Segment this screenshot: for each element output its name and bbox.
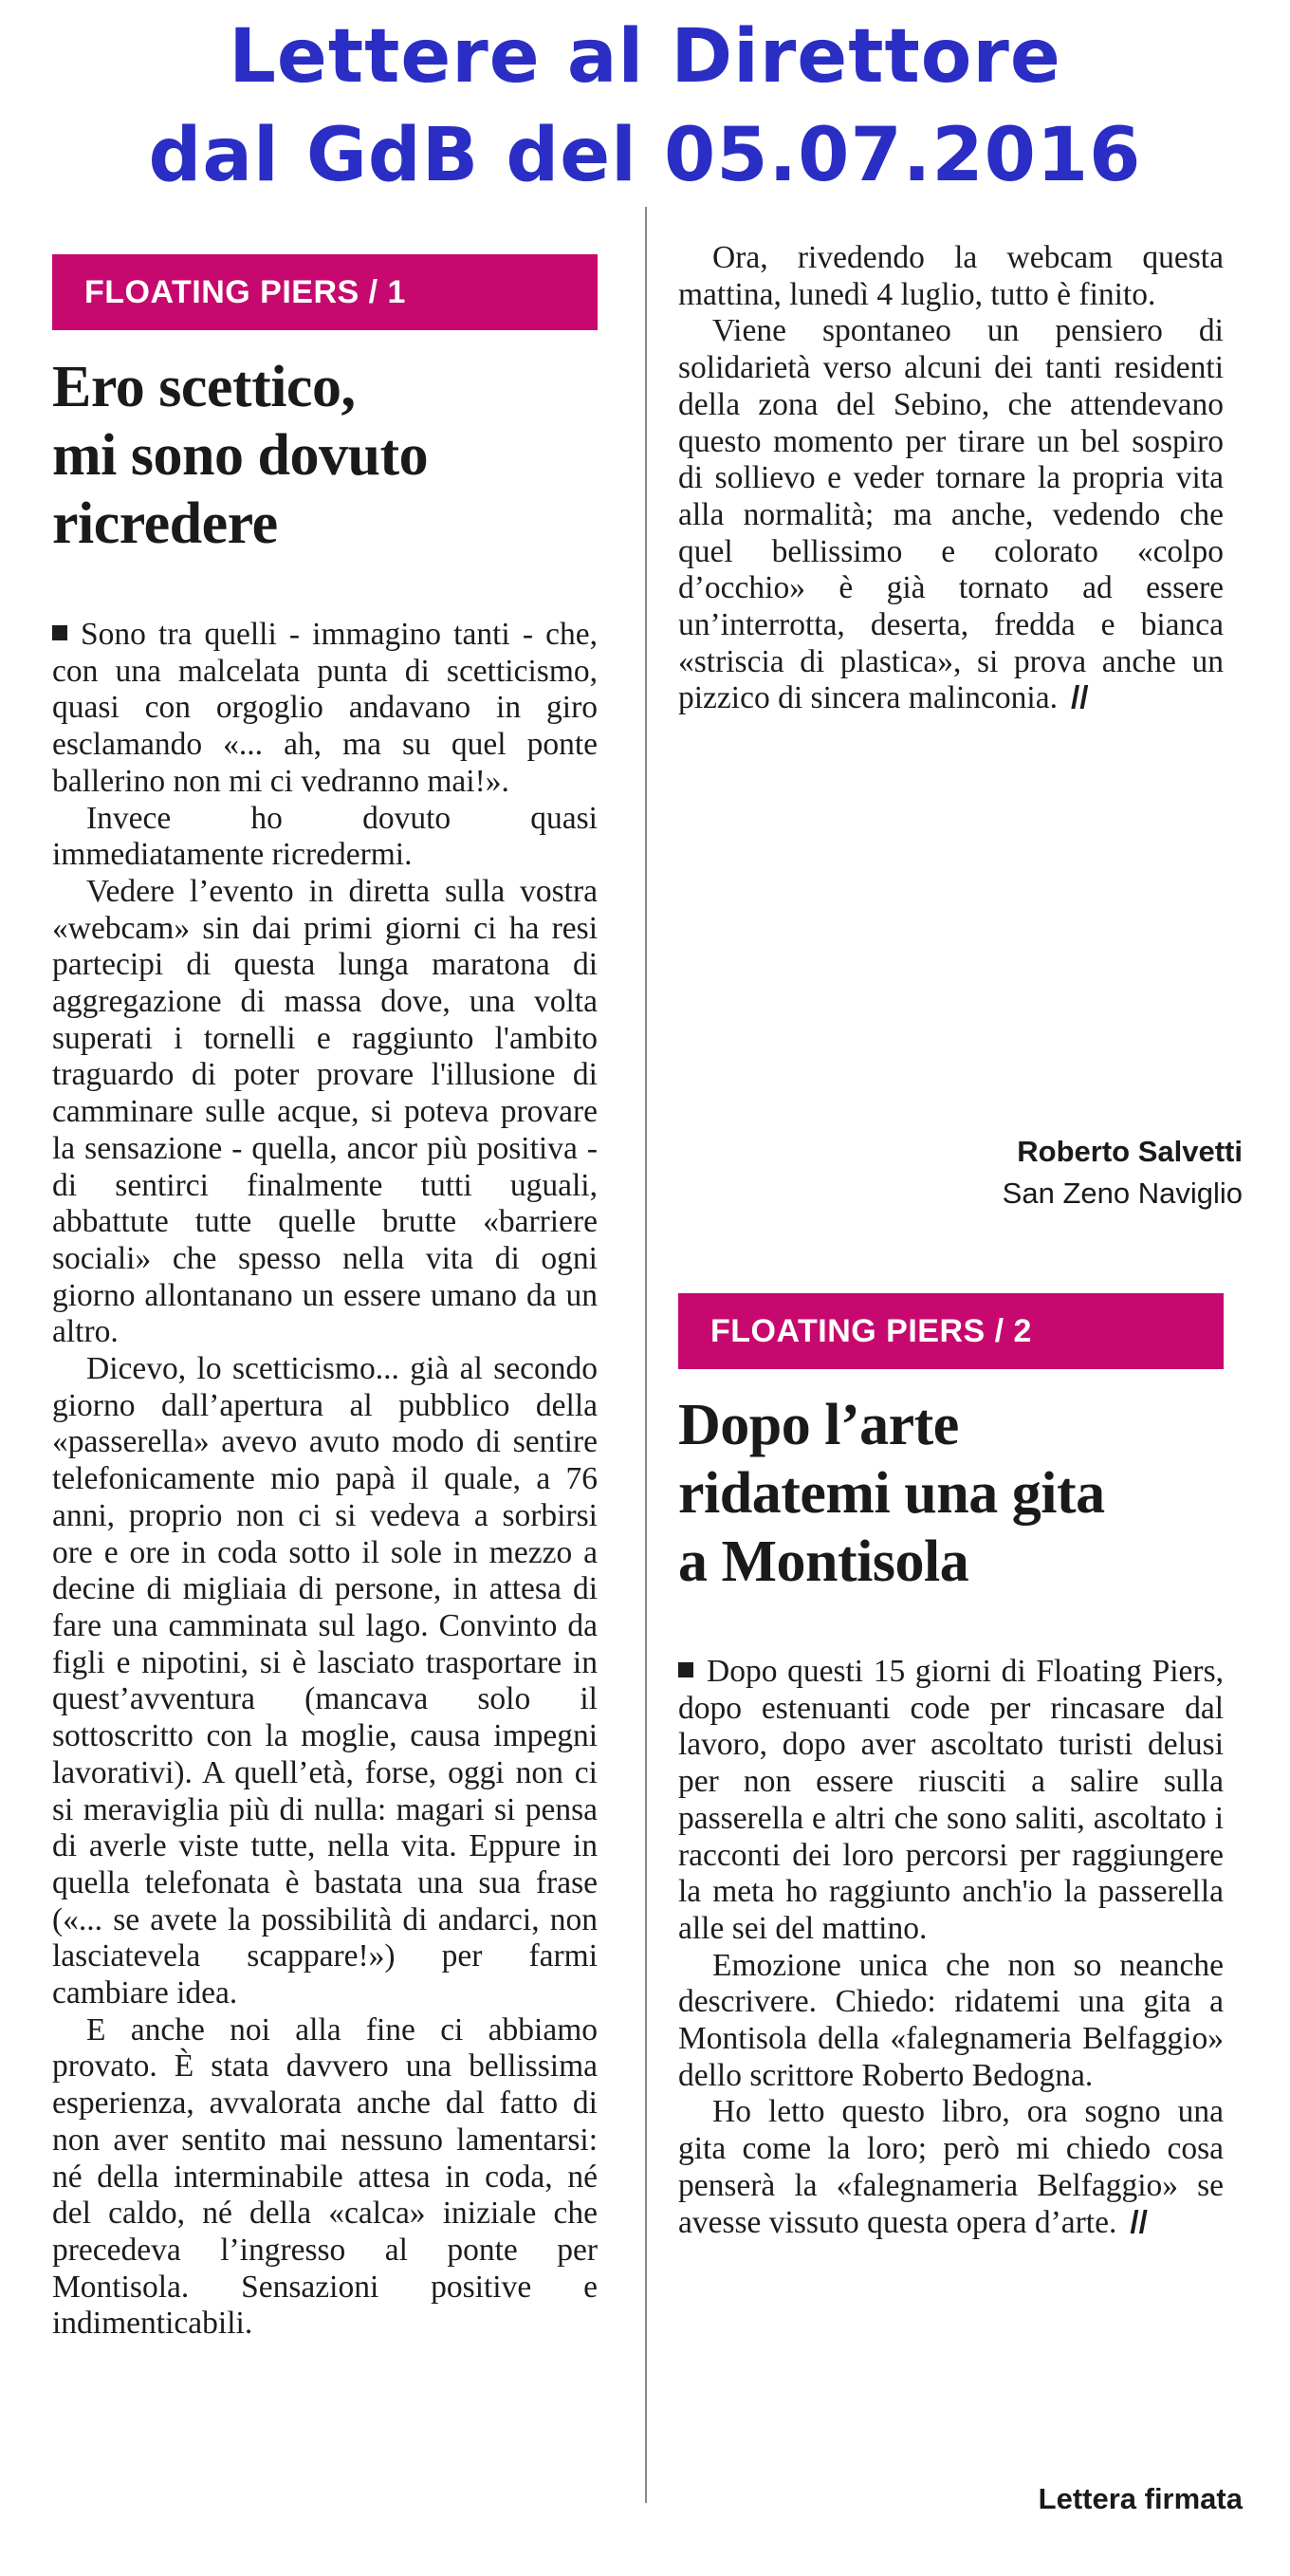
page-header [0,8,1290,205]
headline-letter-1 [52,353,428,558]
letter-1-signature [1003,1131,1243,1214]
paragraph: Dicevo, lo scetticismo... già al secondo giorno dall’apertura al pubblico della «passerella» avevo avuto modo di sentire telefonicamente mio papà il quale, a 76 anni, proprio non ci si vedeva a sorbirsi ore e ore in coda sotto il sole in mezzo a decine di migliaia di persone, in attesa di fare una camminata sul lago. Convinto da figli e nipotini, si è lasciato trasportare in quest’avventura (mancava solo il sottoscritto con la moglie, causa impegni lavorativi). A quell’età, forse, oggi non ci si meraviglia più di nulla: magari si pensa di averle viste tutte, nella vita. Eppure in quella telefonata è bastata una sua frase («... se avete la possibilità di andarci, non lasciatevela scappare!») per farmi cambiare idea. [52,1351,598,2011]
headline-line: Ero scettico, [52,355,356,419]
headline-line: mi sono dovuto [52,423,429,488]
paragraph: Vedere l’evento in diretta sulla vostra «webcam» sin dai primi giorni ci ha resi partecipi di questa lunga maratona di aggregazione di massa dove, una volta superati i tornelli e raggiunto l'ambito traguardo di poter provare l'illusione di camminare sulle acque, si poteva provare la sensazione - quella, ancor più positiva - di sentirci finalmente tutti uguali, abbattute tutte quelle brutte «barriere sociali» che spesso nella vita di ogni giorno allontanano un essere umano da un altro. [52,873,598,1350]
column-divider [645,207,647,2503]
paragraph: Ora, rivedendo la webcam questa mattina, lunedì 4 luglio, tutto è finito. [678,240,1224,312]
letter-1-body-col-1 [52,617,598,2343]
headline-line: ricredere [52,491,278,556]
page-title-line-2: dal GdB del 05.07.2016 [148,113,1142,198]
headline-letter-2 [678,1391,1105,1596]
paragraph: Invece ho dovuto quasi immediatamente ricredermi. [52,800,598,873]
paragraph: Emozione unica che non so neanche descrivere. Chiedo: ridatemi una gita a Montisola della «falegnameria Belfaggio» dello scrittore Roberto Bedogna. [678,1947,1224,2093]
signature-text: Lettera firmata [1038,2482,1243,2515]
letter-1-body-col-2 [678,240,1224,717]
paragraph: Ho letto questo libro, ora sogno una gita come la loro; però mi chiedo cosa penserà la «falegnameria Belfaggio» se avesse vissuto questa opera d’arte. // [678,2094,1224,2240]
paragraph: E anche noi alla fine ci abbiamo provato. È stata davvero una bellissima esperienza, avvalorata anche dal fatto di non aver sentito mai nessuno lamentarsi: né della interminabile attesa in coda, né del caldo, né della «calca» iniziale che precedeva l’ingresso al ponte per Montisola. Sensazioni positive e indimenticabili. [52,2011,598,2342]
headline-line: Dopo l’arte [678,1393,959,1457]
section-tag-letter-1: FLOATING PIERS / 1 [52,254,598,330]
paragraph: Dopo questi 15 giorni di Floating Piers, dopo estenuanti code per rincasare dal lavoro, dopo aver ascoltato turisti delusi per non essere riusciti a salire sulla passerella e altri che sono saliti, ascoltato i racconti dei loro percorsi per raggiungere la meta ho raggiunto anch'io la passerella alle sei del mattino. [678,1654,1224,1946]
bullet-square-icon [52,625,67,640]
headline-line: a Montisola [678,1529,969,1594]
letter-2-signature [1039,2478,1243,2520]
section-tag-letter-2: FLOATING PIERS / 2 [678,1293,1224,1369]
paragraph: Viene spontaneo un pensiero di solidarietà verso alcuni dei tanti residenti della zona del Sebino, che attendevano questo momento per tirare un bel sospiro di sollievo e veder tornare la propria vita alla normalità; ma anche, vedendo che quel bellissimo e colorato «colpo d’occhio» è già tornato ad essere un’interrotta, deserta, fredda e bianca «striscia di plastica», si prova anche un pizzico di sincera malinconia. // [678,313,1224,716]
end-mark: // [1130,2204,1148,2240]
letter-2-body [678,1654,1224,2241]
end-mark: // [1070,680,1089,716]
author-location: San Zeno Naviglio [1002,1177,1243,1210]
bullet-square-icon [678,1662,693,1677]
page-title-line-1: Lettere al Direttore [229,14,1061,100]
paragraph: Sono tra quelli - immagino tanti - che, con una malcelata punta di scetticismo, quasi con orgoglio andavano in giro esclamando «... ah, ma su quel ponte ballerino non mi ci vedranno mai!». [52,617,598,799]
author-name: Roberto Salvetti [1017,1135,1243,1168]
headline-line: ridatemi una gita [678,1461,1105,1526]
